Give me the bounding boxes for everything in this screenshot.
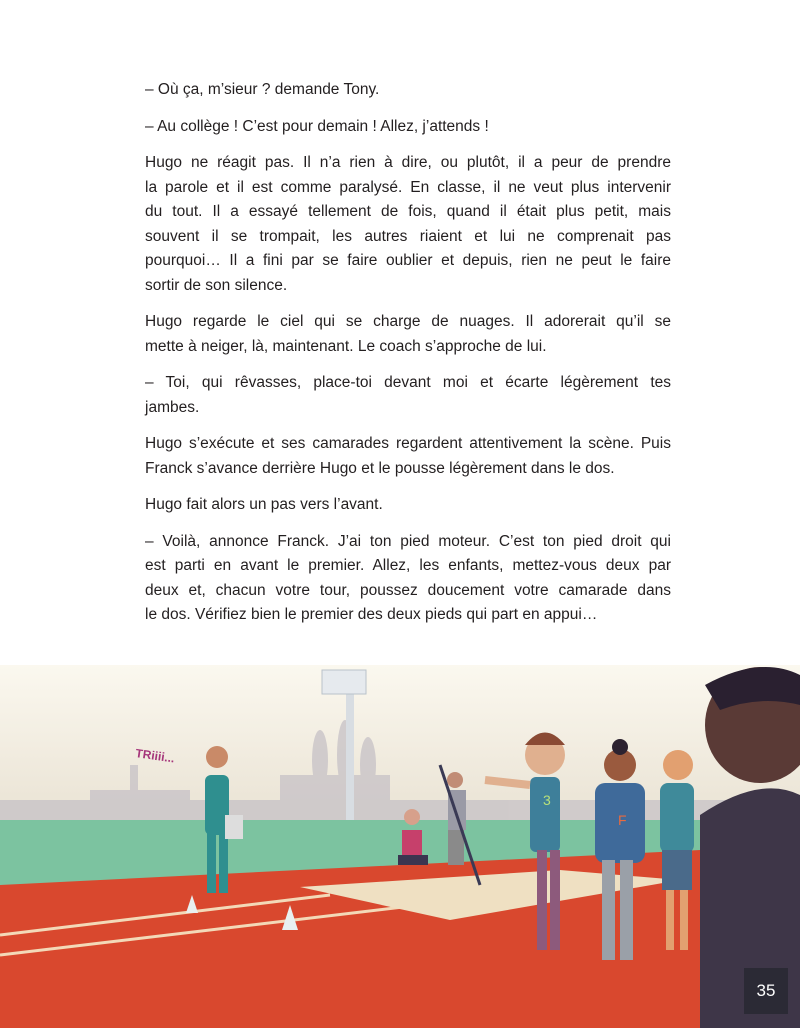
text-line: souvent il se trompait, les autres riaient et lui ne comprenait pas	[145, 227, 671, 245]
text-line: deux et, chacun votre tour, poussez doucement votre camarade dans	[145, 581, 671, 599]
text-line: – Au collège ! C’est pour demain ! Allez, j’attends !	[145, 117, 489, 135]
paragraph	[145, 530, 671, 628]
text-line: – Où ça, m’sieur ? demande Tony.	[145, 81, 380, 98]
paragraph	[145, 432, 671, 481]
page-number: 35	[744, 968, 788, 1014]
text-line: sortir de son silence.	[145, 276, 288, 294]
text-line: jambes.	[145, 398, 200, 416]
text-line: la parole et il est comme paralysé. En classe, il ne veut plus intervenir	[145, 178, 671, 196]
text-line: – Toi, qui rêvasses, place-toi devant moi et écarte légèrement tes	[145, 374, 671, 391]
text-line: Hugo fait alors un pas vers l’avant.	[145, 496, 383, 513]
paragraph	[145, 151, 671, 298]
illustration-athletics-track	[0, 665, 800, 1028]
text-line: pourquoi… Il a fini par se faire oublier et depuis, rien ne peut le faire	[145, 252, 671, 269]
paragraph	[145, 78, 671, 103]
shirt-number: 3	[543, 792, 551, 808]
story-text	[145, 78, 671, 640]
text-line: le dos. Vérifiez bien le premier des deux pieds qui part en appui…	[145, 606, 598, 623]
shirt-letter: F	[618, 812, 627, 828]
text-line: du tout. Il a essayé tellement de fois, quand il était plus petit, mais	[145, 203, 671, 220]
text-line: – Voilà, annonce Franck. J’ai ton pied moteur. C’est ton pied droit qui	[145, 532, 671, 550]
text-line: Franck s’avance derrière Hugo et le pousse légèrement dans le dos.	[145, 459, 615, 477]
paragraph	[145, 371, 671, 420]
text-line: est parti en avant le premier. Allez, les enfants, mettez-vous deux par	[145, 557, 671, 574]
paragraph	[145, 115, 671, 140]
paragraph	[145, 310, 671, 359]
paragraph	[145, 493, 671, 518]
text-line: Hugo s’exécute et ses camarades regardent attentivement la scène. Puis	[145, 435, 671, 452]
whistle-sound: TRiiii...	[134, 746, 176, 766]
text-line: mette à neiger, là, maintenant. Le coach s’approche de lui.	[145, 337, 547, 355]
text-line: Hugo regarde le ciel qui se charge de nuages. Il adorerait qu’il se	[145, 313, 671, 330]
text-line: Hugo ne réagit pas. Il n’a rien à dire, ou plutôt, il a peur de prendre	[145, 154, 671, 171]
